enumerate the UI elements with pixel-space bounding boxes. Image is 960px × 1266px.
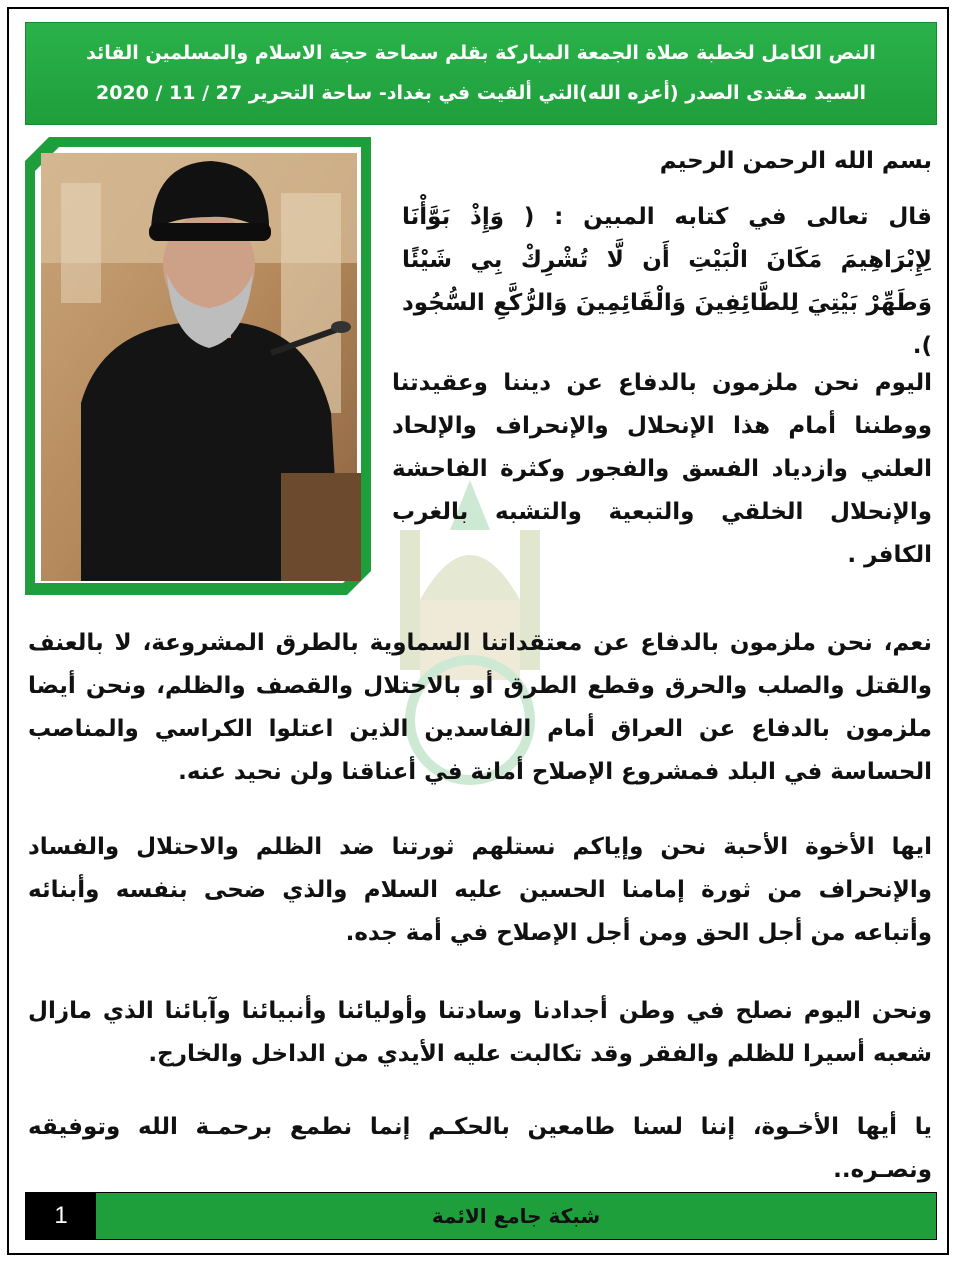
basmala-text: بسم الله الرحمن الرحيم — [659, 148, 932, 174]
paragraph-4-text: ونحن اليوم نصلح في وطن أجدادنا وسادتنا وأوليائنا وأنبيائنا وآبائنا الذي مازال شعبه أسيرا للظلم والفقر وقد تكالبت عليه الأيدي من الداخل والخارج. — [28, 998, 932, 1067]
paragraph-1 — [392, 362, 932, 577]
page-number: 1 — [26, 1193, 96, 1239]
paragraph-5 — [28, 1106, 932, 1192]
paragraph-2-text: نعم، نحن ملزمون بالدفاع عن معتقداتنا السماوية بالطرق المشروعة، لا بالعنف والقتل والصلب والحرق وقطع الطرق أو بالاحتلال والقصف والظلم، ونحن أيضا ملزمون بالدفاع عن العراق أمام الفاسدين الذين اعتلوا الكراسي والمناصب الحساسة في البلد فمشروع الإصلاح أمانة في أعناقنا ولن نحيد عنه. — [28, 630, 932, 785]
paragraph-5-text: يا أيها الأخـوة، إننا لسنا طامعين بالحكـم إنما نطمع برحمـة الله وتوفيقه ونصـره.. — [28, 1114, 932, 1183]
title-line-1: النص الكامل لخطبة صلاة الجمعة المباركة بقلم سماحة حجة الاسلام والمسلمين القائد — [86, 42, 876, 64]
title-line-2: السيد مقتدى الصدر (أعزه الله)التي ألقيت في بغداد- ساحة التحرير 27 / 11 / 2020 — [95, 82, 867, 104]
title-banner — [25, 22, 937, 125]
paragraph-4 — [28, 990, 932, 1076]
quran-verse-text: قال تعالى في كتابه المبين : ( وَإِذْ بَوَّأْنَا لِإِبْرَاهِيمَ مَكَانَ الْبَيْتِ أَن لَّا تُشْرِكْ بِي شَيْئًا وَطَهِّرْ بَيْتِيَ لِلطَّائِفِينَ وَالْقَائِمِينَ وَالرُّكَّعِ السُّجُود ). — [402, 204, 932, 359]
paragraph-3-text: ايها الأخوة الأحبة نحن وإياكم نستلهم ثورتنا ضد الظلم والاحتلال والفساد والإنحراف من ثورة إمامنا الحسين عليه السلام والذي ضحى بنفسه وأبنائه وأتباعه من أجل الحق ومن أجل الإصلاح في أمة جده. — [28, 834, 932, 946]
paragraph-2 — [28, 622, 932, 794]
quran-verse-paragraph — [402, 196, 932, 368]
speaker-portrait-photo-icon — [25, 137, 371, 595]
paragraph-3 — [28, 826, 932, 955]
speaker-photo — [25, 137, 371, 595]
page-footer — [25, 1192, 937, 1240]
footer-site-name: شبكة جامع الائمة — [96, 1193, 936, 1239]
paragraph-1-text: اليوم نحن ملزمون بالدفاع عن ديننا وعقيدتنا ووطننا أمام هذا الإنحلال والإنحراف والإلحاد العلني وازدياد الفسق والفجور وكثرة الفاحشة والإنحلال الخلقي والتبعية والتشبه بالغرب الكافر . — [392, 370, 932, 568]
